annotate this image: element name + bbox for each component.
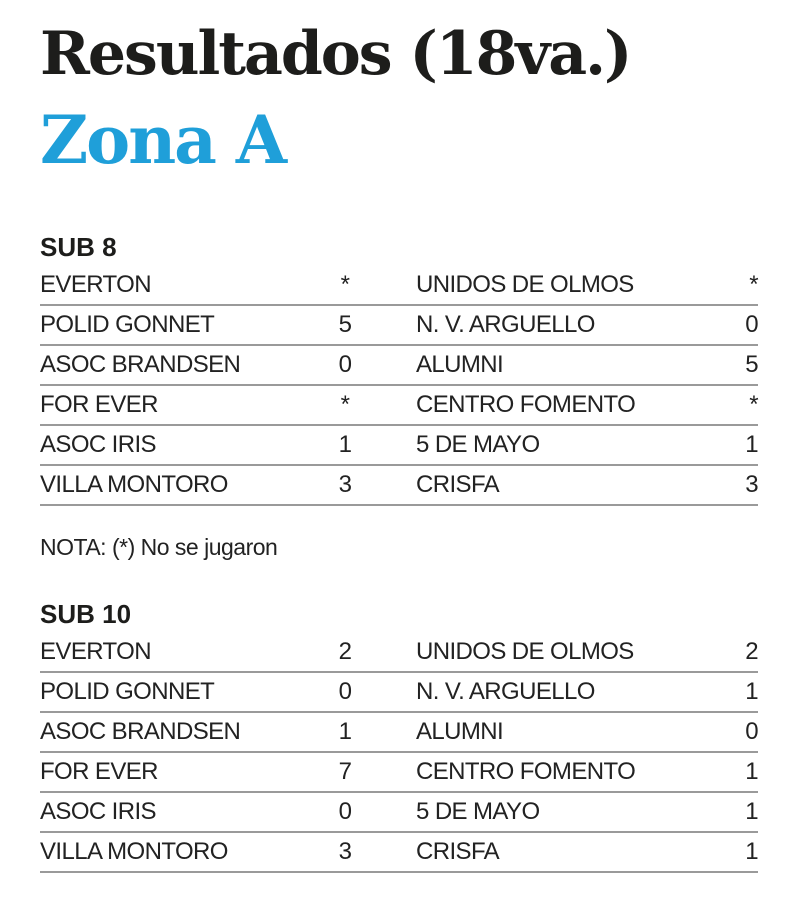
away-score: 1	[745, 758, 758, 785]
home-team: ASOC BRANDSEN	[40, 351, 241, 378]
results-section-sub8	[40, 228, 758, 506]
home-score: *	[340, 391, 350, 418]
home-team: EVERTON	[40, 271, 151, 298]
away-score: 5	[745, 351, 758, 378]
away-team: CRISFA	[416, 838, 500, 865]
away-team: ALUMNI	[416, 718, 504, 745]
home-team: FOR EVER	[40, 391, 158, 418]
away-score: 1	[745, 838, 758, 865]
section-title: SUB 8	[40, 232, 117, 262]
away-team: UNIDOS DE OLMOS	[416, 638, 634, 665]
home-score: 5	[338, 311, 352, 338]
away-score: 1	[745, 678, 758, 705]
table-row	[40, 266, 758, 306]
away-score: *	[749, 391, 758, 418]
home-score: 3	[338, 471, 352, 498]
table-row	[40, 713, 758, 753]
home-score: 0	[338, 798, 352, 825]
away-team: CRISFA	[416, 471, 500, 498]
away-score: 0	[745, 718, 758, 745]
footnote: NOTA: (*) No se jugaron	[40, 534, 278, 560]
home-team: VILLA MONTORO	[40, 838, 228, 865]
home-score: 0	[338, 678, 352, 705]
table-row	[40, 466, 758, 506]
away-score: 3	[745, 471, 758, 498]
away-team: UNIDOS DE OLMOS	[416, 271, 634, 298]
away-team: CENTRO FOMENTO	[416, 758, 636, 785]
home-score: 1	[338, 431, 352, 458]
home-team: POLID GONNET	[40, 311, 215, 338]
home-score: *	[340, 271, 350, 298]
away-team: 5 DE MAYO	[416, 431, 540, 458]
page-title: Resultados (18va.)	[40, 19, 631, 89]
away-score: 0	[745, 311, 758, 338]
table-row	[40, 386, 758, 426]
home-score: 7	[338, 758, 352, 785]
home-score: 2	[338, 638, 352, 665]
table-row	[40, 346, 758, 386]
away-team: N. V. ARGUELLO	[416, 678, 595, 705]
away-score: 1	[745, 431, 758, 458]
table-row	[40, 633, 758, 673]
away-team: CENTRO FOMENTO	[416, 391, 636, 418]
home-team: ASOC IRIS	[40, 431, 156, 458]
home-team: ASOC BRANDSEN	[40, 718, 241, 745]
home-score: 0	[338, 351, 352, 378]
results-table	[40, 633, 758, 873]
away-team: 5 DE MAYO	[416, 798, 540, 825]
home-score: 1	[338, 718, 352, 745]
home-team: POLID GONNET	[40, 678, 215, 705]
results-section-sub10	[40, 595, 758, 873]
home-team: VILLA MONTORO	[40, 471, 228, 498]
home-team: EVERTON	[40, 638, 151, 665]
home-score: 3	[338, 838, 352, 865]
section-title: SUB 10	[40, 599, 132, 629]
away-score: 2	[745, 638, 758, 665]
away-score: 1	[745, 798, 758, 825]
results-table	[40, 266, 758, 506]
home-team: FOR EVER	[40, 758, 158, 785]
table-row	[40, 753, 758, 793]
table-row	[40, 426, 758, 466]
away-score: *	[749, 271, 758, 298]
table-row	[40, 833, 758, 873]
home-team: ASOC IRIS	[40, 798, 156, 825]
table-row	[40, 306, 758, 346]
table-row	[40, 793, 758, 833]
zone-title: Zona A	[40, 101, 286, 179]
away-team: N. V. ARGUELLO	[416, 311, 595, 338]
away-team: ALUMNI	[416, 351, 504, 378]
table-row	[40, 673, 758, 713]
